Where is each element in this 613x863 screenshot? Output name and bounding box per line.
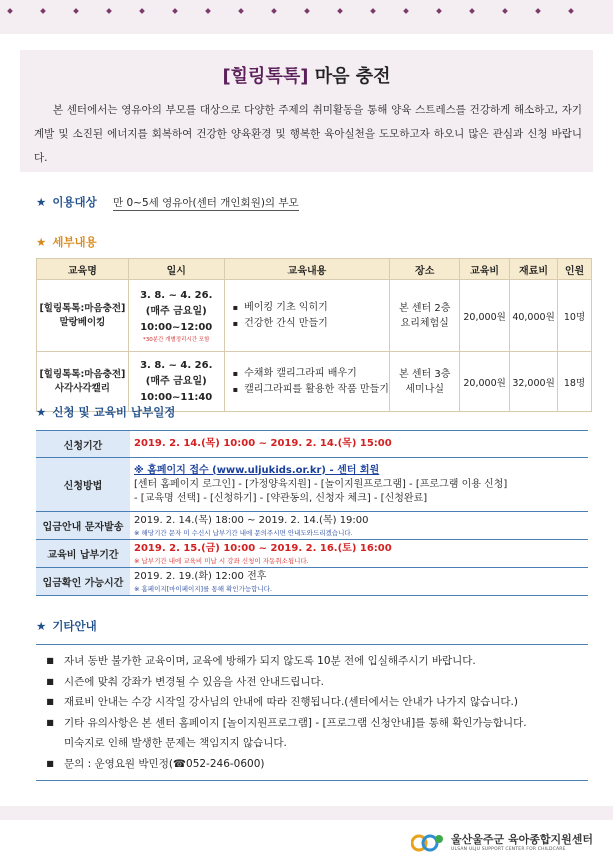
star-icon: ★ [36, 235, 47, 249]
course-fee: 20,000원 [460, 280, 510, 352]
sms-label: 입금안내 문자발송 [36, 512, 130, 540]
course-place: 본 센터 3층 세미나실 [390, 352, 460, 412]
top-decor-band [0, 0, 613, 34]
logo-subtitle: ULSAN ULJU SUPPORT CENTER FOR CHILDCARE [451, 846, 566, 852]
pay-value: 2019. 2. 15.(금) 10:00 ~ 2019. 2. 16.(토) 16:00 [134, 542, 392, 554]
course-place: 본 센터 2층 요리체험실 [390, 280, 460, 352]
pay-note: ※ 납부기간 내에 교육비 미납 시 강좌 신청이 자동취소됩니다. [134, 556, 309, 565]
table-row [36, 540, 588, 568]
list-item: ■ 문의 : 운영요원 박민정(☎052-246-0600) [36, 754, 588, 775]
col-header: 장소 [390, 259, 460, 280]
list-item: ■ 재료비 안내는 수강 시작일 강사님의 안내에 따라 진행됩니다.(센터에서는 안내가 나가지 않습니다.) [36, 692, 588, 713]
confirm-value: 2019. 2. 19.(화) 12:00 전후 [134, 570, 267, 582]
table-row [36, 458, 588, 512]
homepage-link[interactable]: ※ 홈페이지 접수 (www.uljukids.or.kr) - 센터 회원 [134, 464, 380, 476]
bullet-icon: ■ [46, 697, 54, 706]
list-item: ■ 시즌에 맞춰 강좌가 변경될 수 있음을 사전 안내드립니다. [36, 672, 588, 693]
col-header: 교육명 [37, 259, 129, 280]
col-header: 일시 [128, 259, 224, 280]
method-step-2: - [교육명 선택] - [신청하기] - [약관동의, 신청자 체크] - [신청완료] [134, 492, 428, 504]
col-header: 교육내용 [224, 259, 390, 280]
section-detail-heading: ★ 세부내용 [36, 235, 97, 249]
method-label: 신청방법 [36, 458, 130, 512]
list-item: ■ 자녀 동반 불가한 교육이며, 교육에 방해가 되지 않도록 10분 전에 입실해주시기 바랍니다. [36, 651, 588, 672]
detail-table [36, 258, 592, 412]
course-material: 40,000원 [510, 280, 558, 352]
logo-icon [411, 831, 445, 853]
confirm-note: ※ 홈페이지[마이페이지]를 통해 확인가능합니다. [134, 584, 273, 593]
table-row [36, 431, 588, 458]
course-content: ▪ 베이킹 기초 익히기 ▪ 건강한 간식 만들기 [224, 280, 390, 352]
col-header: 인원 [558, 259, 592, 280]
center-logo [411, 831, 593, 853]
target-text: 만 0~5세 영유아(센터 개인회원)의 부모 [113, 197, 299, 209]
list-item: ■ 기타 유의사항은 본 센터 홈페이지 [놀이지원프로그램] - [프로그램 신청안내]를 통해 확인가능합니다. [36, 713, 588, 734]
bottom-decor-band [0, 806, 613, 820]
bullet-icon: ■ [46, 758, 54, 768]
star-icon: ★ [36, 195, 47, 209]
method-step-1: [센터 홈페이지 로그인] - [가정양육지원] - [놀이지원프로그램] - [프로그램 이용 신청] [134, 478, 508, 490]
course-material: 32,000원 [510, 352, 558, 412]
course-people: 10명 [558, 280, 592, 352]
etc-list [36, 644, 588, 781]
course-name: [힐링톡톡:마음충전] 말랑베이킹 [37, 280, 129, 352]
section-target-heading: ★ 이용대상 [36, 195, 97, 209]
decor-dots [8, 6, 608, 16]
table-row [36, 568, 588, 596]
table-row [37, 352, 592, 412]
course-content: ▪ 수채화 캘리그라피 배우기 ▪ 캘리그라피를 활용한 작품 만들기 [224, 352, 390, 412]
logo-name: 울산울주군 육아종합지원센터 [451, 832, 593, 846]
section-etc-heading: ★ 기타안내 [36, 619, 97, 633]
course-date: 3. 8. ~ 4. 26. (매주 금요일) 10:00~12:00 *30분간 개별정리시간 포함 [128, 280, 224, 352]
bullet-icon: ■ [46, 676, 54, 686]
star-icon: ★ [36, 405, 47, 419]
col-header: 재료비 [510, 259, 558, 280]
course-date: 3. 8. ~ 4. 26. (매주 금요일) 10:00~11:40 [128, 352, 224, 412]
bullet-icon: ■ [46, 656, 54, 665]
col-header: 교육비 [460, 259, 510, 280]
page-title: [힐링톡톡] 마음 충전 [222, 66, 391, 87]
course-name: [힐링톡톡:마음충전] 사각사각캘리 [37, 352, 129, 412]
period-label: 신청기간 [36, 431, 130, 458]
table-row [37, 280, 592, 352]
course-people: 18명 [558, 352, 592, 412]
section-schedule-heading: ★ 신청 및 교육비 납부일정 [36, 405, 176, 419]
schedule-table [36, 430, 588, 596]
list-item: 미숙지로 인해 발생한 문제는 책임지지 않습니다. [64, 737, 287, 749]
course-fee: 20,000원 [460, 352, 510, 412]
pay-label: 교육비 납부기간 [36, 540, 130, 568]
sms-note: ※ 해당기간 문자 미 수신시 납부기간 내에 문의주시면 안내도와드리겠습니다. [134, 528, 353, 537]
sms-value: 2019. 2. 14.(목) 18:00 ~ 2019. 2. 14.(목) 19:00 [134, 514, 369, 526]
bullet-icon: ■ [46, 717, 54, 727]
intro-text: 본 센터에서는 영유아의 부모를 대상으로 다양한 주제의 취미활동을 통해 양육 스트레스를 건강하게 해소하고, 자기 계발 및 소진된 에너지를 회복하여 건강한 양육환경 및 행복한 육아실천을 도모하고자 하오니 많은 관심과 신청 바랍니다. [34, 104, 582, 164]
confirm-label: 입금확인 가능시간 [36, 568, 130, 596]
table-row [36, 512, 588, 540]
period-value: 2019. 2. 14.(목) 10:00 ~ 2019. 2. 14.(목) 15:00 [134, 438, 392, 449]
star-icon: ★ [36, 619, 47, 633]
intro-box [20, 50, 593, 172]
